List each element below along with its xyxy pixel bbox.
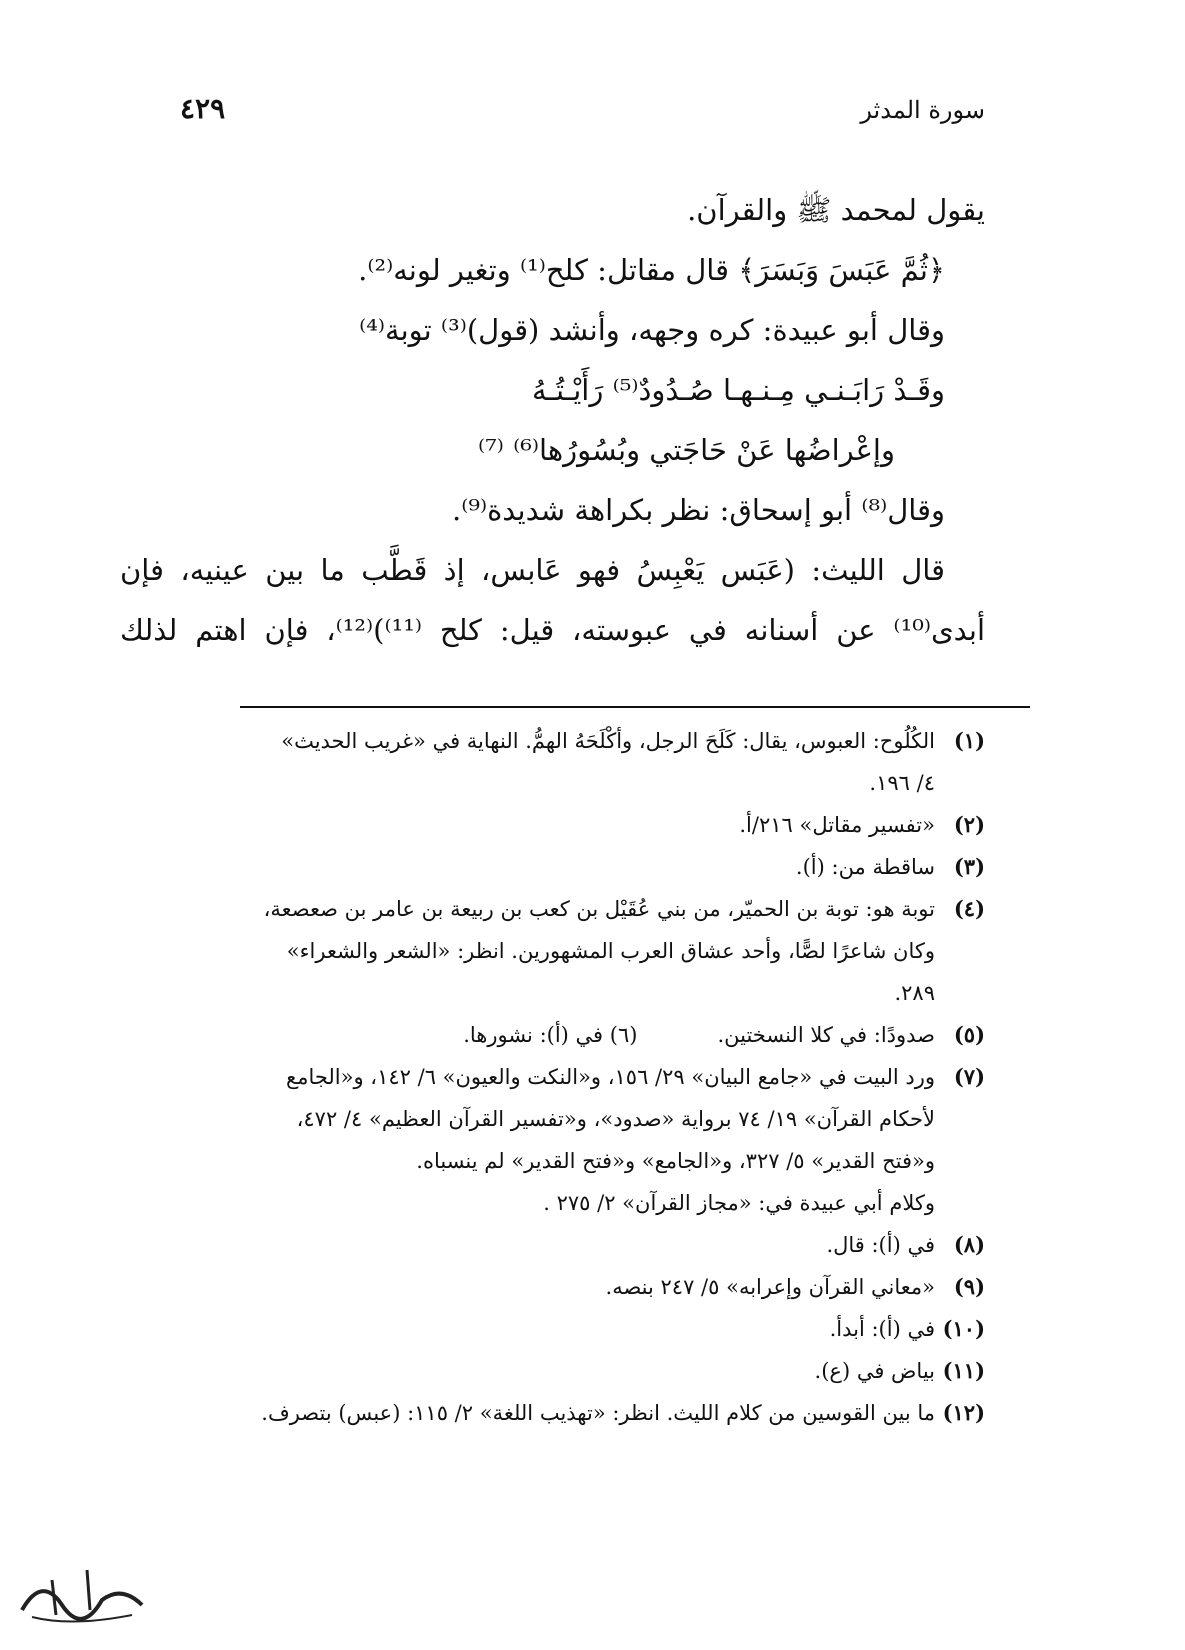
footnote-text: (٦) في (أ): نشورها. <box>463 1023 638 1047</box>
footnote-line: في (أ): أبدأ. <box>829 1317 935 1341</box>
footnote <box>110 1014 985 1056</box>
footnote-number: (٨) <box>953 1232 985 1257</box>
text-line: أبدى⁽¹⁰⁾ عن أسنانه في عبوسته، قيل: كلح ⁽¹¹⁾)⁽¹²⁾، فإن اهتم لذلك <box>120 613 985 647</box>
footnote-line: الكُلُوح: العبوس، يقال: كَلَحَ الرجل، وأكْلَحَهُ الهمُّ. النهاية في «غريب الحديث» <box>281 729 935 753</box>
footnote-line: توبة هو: توبة بن الحميّر، من بني عُقَيْل بن كعب بن ربيعة بن عامر بن صعصعة، <box>263 897 935 921</box>
footnote-line: ٤/ ١٩٦. <box>869 771 935 795</box>
footnote-line: «تفسير مقاتل» ٢١٦/أ. <box>739 813 935 837</box>
footnote-number: (٤) <box>953 896 985 921</box>
text-line: ﴿ثُمَّ عَبَسَ وَبَسَرَ﴾ قال مقاتل: كلح⁽¹⁾ وتغير لونه⁽²⁾. <box>358 253 945 287</box>
footnotes <box>110 720 985 1434</box>
main-text <box>120 180 985 660</box>
footnote <box>110 1266 985 1308</box>
footnote-text: صدودًا: في كلا النسختين. <box>717 1023 935 1047</box>
footnote-line: لأحكام القرآن» ١٩/ ٧٤ برواية «صدود»، و«تفسير القرآن العظيم» ٤/ ٤٧٢، <box>296 1107 935 1131</box>
footnote <box>110 1056 985 1224</box>
footnote-divider <box>240 706 1030 708</box>
footnote-number: (٣) <box>953 854 985 879</box>
chapter-title: سورة المدثر <box>860 96 985 124</box>
footnote <box>110 1392 985 1434</box>
running-head <box>180 92 985 136</box>
footnote <box>110 1308 985 1350</box>
footnote-line <box>110 1014 935 1056</box>
text-line: وقال أبو عبيدة: كره وجهه، وأنشد (قول)⁽³⁾ توبة⁽⁴⁾ <box>359 313 945 347</box>
footnote-line: بياض في (ع). <box>814 1359 935 1383</box>
footnote-number: (١) <box>953 728 985 753</box>
publisher-logo <box>12 1555 152 1635</box>
verse-line: وقَـدْ رَابَـنـي مِـنـهـا صُـدُودٌ⁽⁵⁾ رَأَيْـتُـهُ <box>531 373 945 407</box>
text-line: قال الليث: (عَبَس يَعْبِسُ فهو عَابس، إذ قَطَّب ما بين عينيه، فإن <box>120 553 945 587</box>
text-line: وقال⁽⁸⁾ أبو إسحاق: نظر بكراهة شديدة⁽⁹⁾. <box>451 493 945 527</box>
footnote-number: (٢) <box>953 812 985 837</box>
text-line: يقول لمحمد ﷺ والقرآن. <box>687 193 985 227</box>
footnote-line: ما بين القوسين من كلام الليث. انظر: «تهذيب اللغة» ٢/ ١١٥: (عبس) بتصرف. <box>261 1401 935 1425</box>
footnote <box>110 804 985 846</box>
footnote-number: (١٢) <box>942 1400 985 1425</box>
footnote-line: ورد البيت في «جامع البيان» ٢٩/ ١٥٦، و«النكت والعيون» ٦/ ١٤٢، و«الجامع <box>286 1065 935 1089</box>
footnote <box>110 888 985 1014</box>
footnote-line: و«فتح القدير» ٥/ ٣٢٧، و«الجامع» و«فتح القدير» لم ينسباه. <box>416 1149 935 1173</box>
footnote-number: (٩) <box>953 1274 985 1299</box>
footnote <box>110 1350 985 1392</box>
verse-line: وإعْراضُها عَنْ حَاجَتي وبُسُورُها⁽⁶⁾ ⁽⁷⁾ <box>478 433 895 467</box>
footnote-number: (١١) <box>942 1358 985 1383</box>
page-number: ٤٢٩ <box>180 92 226 125</box>
footnote-line: ساقطة من: (أ). <box>795 855 935 879</box>
footnote-number: (٧) <box>953 1064 985 1089</box>
footnote-number: (١٠) <box>942 1316 985 1341</box>
footnote <box>110 1224 985 1266</box>
footnote-line: وكان شاعرًا لصًّا، وأحد عشاق العرب المشهورين. انظر: «الشعر والشعراء» <box>286 939 935 963</box>
footnote-line: في (أ): قال. <box>826 1233 935 1257</box>
footnote <box>110 846 985 888</box>
footnote-line: وكلام أبي عبيدة في: «مجاز القرآن» ٢/ ٢٧٥ . <box>543 1191 935 1215</box>
footnote-line: ٢٨٩. <box>894 981 935 1005</box>
footnote <box>110 720 985 804</box>
footnote-line: «معاني القرآن وإعرابه» ٥/ ٢٤٧ بنصه. <box>605 1275 935 1299</box>
footnote-number: (٥) <box>953 1022 985 1047</box>
